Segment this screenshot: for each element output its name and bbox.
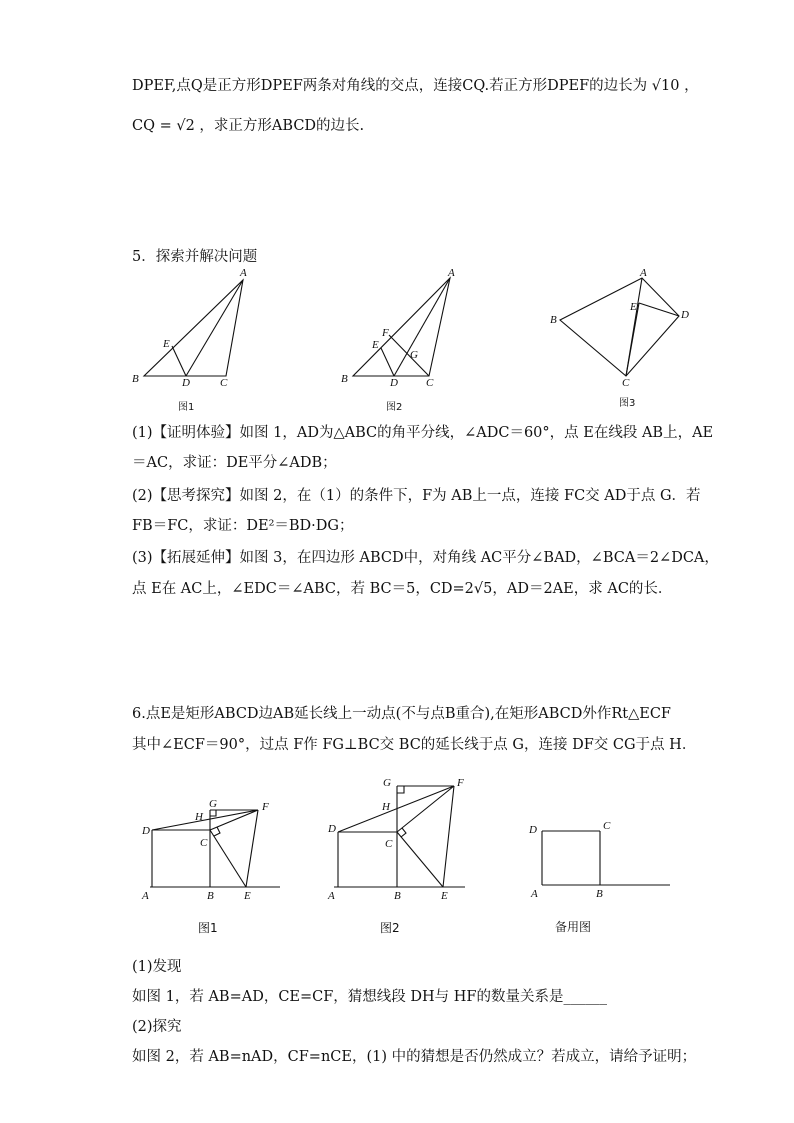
- q4-text-line2: CQ = √2 ，求正方形ABCD的边长.: [132, 118, 365, 134]
- q6-fig1-label-C: C: [200, 837, 208, 849]
- q6-section1-title: (1)发现: [132, 959, 182, 975]
- fig3-label-A: A: [640, 267, 647, 279]
- q6-fig3-label-C: C: [603, 820, 611, 832]
- q5-figure-1: [128, 268, 258, 422]
- q6-fig1-caption: 图1: [198, 921, 218, 935]
- fig1-label-A: A: [240, 267, 247, 279]
- fig2-label-C: C: [426, 377, 434, 389]
- q6-fig2-caption: 图2: [380, 921, 400, 935]
- q5-part2-line1: (2)【思考探究】如图 2，在（1）的条件下，F为 AB上一点，连接 FC交 AD于点 G．若: [132, 488, 701, 504]
- fig2-caption: 图2: [386, 402, 403, 413]
- q6-fig1-label-B: B: [207, 890, 214, 902]
- fig1-label-B: B: [132, 373, 139, 385]
- q5-part3-line2: 点 E在 AC上，∠EDC＝∠ABC，若 BC＝5，CD=2√5，AD＝2AE，求 AC的长．: [132, 581, 673, 597]
- q4-text-line1: DPEF,点Q是正方形DPEF两条对角线的交点，连接CQ.若正方形DPEF的边长为 √10 ，: [132, 78, 699, 94]
- q6-section2-title: (2)探究: [132, 1019, 182, 1035]
- fig3-label-E: E: [630, 301, 637, 313]
- q6-fig2-label-A: A: [328, 890, 335, 902]
- fig2-label-F: F: [382, 327, 389, 339]
- q6-section2-text: 如图 2，若 AB=nAD，CF=nCE，(1) 中的猜想是否仍然成立？若成立，请给予证明；: [132, 1049, 697, 1065]
- fig1-label-C: C: [220, 377, 228, 389]
- fig2-label-B: B: [341, 373, 348, 385]
- q6-fig1-label-H: H: [195, 811, 203, 823]
- q5-part3-line1: (3)【拓展延伸】如图 3，在四边形 ABCD中，对角线 AC平分∠BAD，∠BCA＝2∠DCA，: [132, 550, 719, 566]
- q6-fig2-label-G: G: [383, 777, 391, 789]
- q5-figure-2: [337, 268, 467, 422]
- q6-text-line1: 6.点E是矩形ABCD边AB延长线上一动点(不与点B重合),在矩形ABCD外作Rt△ECF: [132, 706, 671, 722]
- q6-figure-1: [138, 790, 288, 944]
- fig1-label-D: D: [182, 377, 190, 389]
- q6-fig2-label-E: E: [441, 890, 448, 902]
- q6-fig2-label-F: F: [457, 777, 464, 789]
- q6-fig2-label-D: D: [328, 823, 336, 835]
- q5-part1-line2: ＝AC，求证：DE平分∠ADB；: [132, 455, 337, 471]
- q5-figure-3: [546, 268, 696, 422]
- q6-fig2-label-H: H: [382, 801, 390, 813]
- fig1-caption: 图1: [178, 402, 195, 413]
- fig3-label-B: B: [550, 314, 557, 326]
- q5-title: 5．探索并解决问题: [132, 249, 258, 265]
- fig1-label-E: E: [163, 338, 170, 350]
- q6-section1-text: 如图 1，若 AB=AD，CE=CF，猜想线段 DH与 HF的数量关系是______: [132, 989, 607, 1005]
- q6-fig1-label-F: F: [262, 801, 269, 813]
- fig3-label-D: D: [681, 309, 689, 321]
- q6-backup-figure: [525, 815, 685, 944]
- fig3-caption: 图3: [619, 398, 636, 409]
- q5-part2-line2: FB＝FC，求证：DE²＝BD·DG；: [132, 518, 354, 534]
- fig2-label-E: E: [372, 339, 379, 351]
- q6-text-line2: 其中∠ECF＝90°，过点 F作 FG⊥BC交 BC的延长线于点 G，连接 DF交 CG于点 H．: [132, 737, 697, 753]
- q6-fig1-label-D: D: [142, 825, 150, 837]
- fig3-label-C: C: [622, 377, 630, 389]
- fig2-label-A: A: [448, 267, 455, 279]
- q6-fig3-label-D: D: [529, 824, 537, 836]
- q6-fig1-label-A: A: [142, 890, 149, 902]
- q6-fig2-label-B: B: [394, 890, 401, 902]
- q6-fig1-label-E: E: [244, 890, 251, 902]
- q6-fig1-label-G: G: [209, 798, 217, 810]
- q6-fig2-label-C: C: [385, 838, 393, 850]
- q5-part1-line1: (1)【证明体验】如图 1，AD为△ABC的角平分线，∠ADC＝60°，点 E在线段 AB上，AE: [132, 425, 714, 441]
- q6-fig3-label-B: B: [596, 888, 603, 900]
- q6-fig3-label-A: A: [531, 888, 538, 900]
- fig2-label-G: G: [410, 349, 418, 361]
- q6-fig3-caption: 备用图: [555, 920, 592, 934]
- q6-figure-2: [322, 770, 482, 944]
- fig2-label-D: D: [390, 377, 398, 389]
